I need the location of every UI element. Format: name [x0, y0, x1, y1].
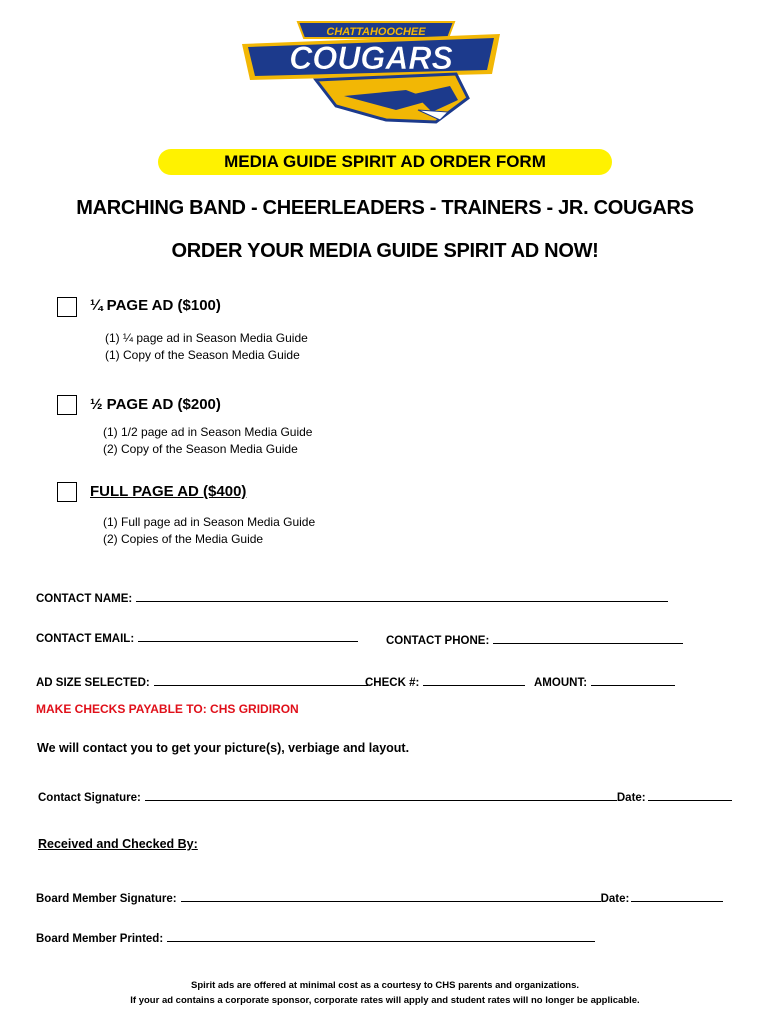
groups-line: MARCHING BAND - CHEERLEADERS - TRAINERS - JR. COUGARS [76, 197, 694, 219]
logo-main-text: COUGARS [289, 40, 453, 76]
contact-signature-row [38, 789, 732, 804]
contact-name-line[interactable] [136, 590, 668, 602]
option-line: (2) Copy of the Season Media Guide [103, 442, 298, 456]
contact-name-label: CONTACT NAME: [36, 593, 133, 605]
form-title-banner [158, 149, 612, 175]
option-description [103, 424, 312, 458]
contact-phone-row [386, 632, 683, 647]
contact-email-label: CONTACT EMAIL: [36, 633, 135, 645]
board-signature-line[interactable] [181, 890, 601, 902]
option-line: (1) ¼ page ad in Season Media Guide [105, 331, 308, 345]
contact-name-row [36, 590, 668, 605]
payable-note: MAKE CHECKS PAYABLE TO: CHS GRIDIRON [36, 702, 299, 716]
contact-email-row [36, 630, 358, 645]
board-signature-label: Board Member Signature: [36, 893, 177, 905]
half-page-checkbox[interactable] [57, 395, 77, 415]
footer-line: If your ad contains a corporate sponsor, corporate rates will apply and student rates will no longer be applicable. [130, 995, 640, 1006]
date-label: Date: [600, 893, 630, 905]
ad-size-label: AD SIZE SELECTED: [36, 677, 150, 689]
cougars-logo [236, 14, 506, 132]
board-printed-label: Board Member Printed: [36, 933, 164, 945]
option-title: ¼ PAGE AD ($100) [90, 297, 221, 314]
board-date-line[interactable] [631, 890, 723, 902]
quarter-page-checkbox[interactable] [57, 297, 77, 317]
footer [0, 978, 770, 1008]
board-printed-row [36, 930, 595, 945]
check-number-line[interactable] [423, 674, 525, 686]
date-label: Date: [616, 792, 646, 804]
amount-label: AMOUNT: [534, 677, 588, 689]
form-title: MEDIA GUIDE SPIRIT AD ORDER FORM [224, 152, 546, 171]
logo-top-text: CHATTAHOOCHEE [326, 26, 426, 38]
ad-size-line[interactable] [154, 674, 368, 686]
contact-date-line[interactable] [648, 789, 732, 801]
call-to-action: ORDER YOUR MEDIA GUIDE SPIRIT AD NOW! [171, 240, 599, 262]
option-description [105, 330, 308, 364]
contact-note: We will contact you to get your picture(s), verbiage and layout. [37, 741, 410, 755]
contact-phone-label: CONTACT PHONE: [386, 635, 490, 647]
option-line: (2) Copies of the Media Guide [103, 532, 264, 546]
amount-row [534, 674, 675, 689]
check-number-label: CHECK #: [365, 677, 420, 689]
option-title: ½ PAGE AD ($200) [90, 396, 221, 413]
received-heading: Received and Checked By: [38, 837, 198, 851]
footer-line: Spirit ads are offered at minimal cost as a courtesy to CHS parents and organizations. [190, 980, 579, 991]
contact-phone-line[interactable] [493, 632, 683, 644]
board-printed-line[interactable] [167, 930, 595, 942]
option-title: FULL PAGE AD ($400) [90, 483, 247, 500]
board-signature-row [36, 890, 723, 905]
contact-signature-label: Contact Signature: [38, 792, 141, 804]
option-line: (1) Copy of the Season Media Guide [105, 348, 300, 362]
amount-line[interactable] [591, 674, 675, 686]
check-number-row [365, 674, 525, 689]
option-line: (1) Full page ad in Season Media Guide [103, 515, 316, 529]
contact-signature-line[interactable] [145, 789, 617, 801]
option-description [103, 514, 315, 548]
full-page-checkbox[interactable] [57, 482, 77, 502]
ad-size-row [36, 674, 368, 689]
contact-email-line[interactable] [138, 630, 358, 642]
option-line: (1) 1/2 page ad in Season Media Guide [103, 425, 313, 439]
